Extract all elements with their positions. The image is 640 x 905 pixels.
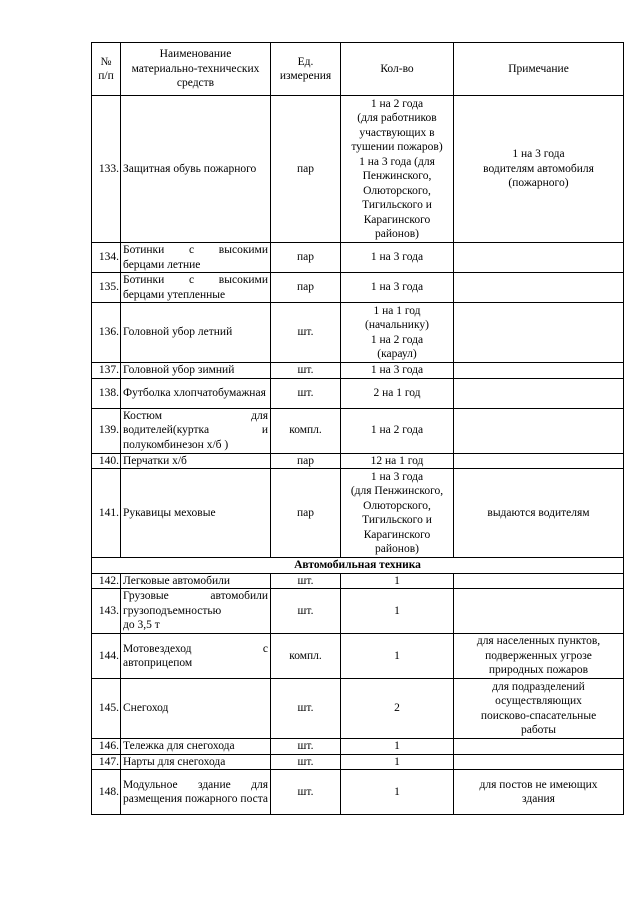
quantity-cell: 1 на 3 года (для Пенжинского, Олюторского, Тигильского и Карагинского районов) xyxy=(341,469,454,558)
row-number: 134. xyxy=(92,243,121,273)
table-row xyxy=(92,679,624,739)
row-number: 135. xyxy=(92,273,121,303)
unit-cell: шт. xyxy=(271,589,341,634)
quantity-cell: 1 xyxy=(341,770,454,815)
quantity-cell: 1 на 3 года xyxy=(341,273,454,303)
quantity-cell: 1 xyxy=(341,573,454,589)
item-name: Грузовые автомобили грузоподъемностью до 3,5 т xyxy=(121,589,271,634)
table-row xyxy=(92,408,624,453)
note-cell xyxy=(454,453,624,469)
item-name: Модульное здание для размещения пожарного поста xyxy=(121,770,271,815)
table-row xyxy=(92,273,624,303)
row-number: 140. xyxy=(92,453,121,469)
unit-cell: пар xyxy=(271,96,341,243)
item-name: Снегоход xyxy=(121,679,271,739)
note-cell xyxy=(454,243,624,273)
unit-cell: компл. xyxy=(271,408,341,453)
quantity-cell: 1 xyxy=(341,634,454,679)
unit-cell: пар xyxy=(271,469,341,558)
table-row xyxy=(92,96,624,243)
item-name: Мотовездеход с автоприцепом xyxy=(121,634,271,679)
table-row xyxy=(92,243,624,273)
row-number: 143. xyxy=(92,589,121,634)
quantity-cell: 1 xyxy=(341,589,454,634)
table-row xyxy=(92,363,624,379)
quantity-cell: 1 на 2 года (для работников участвующих в тушении пожаров) 1 на 3 года (для Пенжинского, Олюторского, Тигильского и Карагинского районов) xyxy=(341,96,454,243)
note-cell xyxy=(454,408,624,453)
item-name: Ботинки с высокими берцами летние xyxy=(121,243,271,273)
table-row xyxy=(92,739,624,755)
quantity-cell: 2 на 1 год xyxy=(341,378,454,408)
unit-cell: шт. xyxy=(271,754,341,770)
row-number: 138. xyxy=(92,378,121,408)
unit-cell: шт. xyxy=(271,679,341,739)
item-name: Тележка для снегохода xyxy=(121,739,271,755)
row-number: 137. xyxy=(92,363,121,379)
quantity-cell: 1 на 3 года xyxy=(341,363,454,379)
quantity-cell: 1 xyxy=(341,754,454,770)
header-name: Наименование материально-технических средств xyxy=(121,43,271,96)
item-name: Защитная обувь пожарного xyxy=(121,96,271,243)
unit-cell: пар xyxy=(271,243,341,273)
row-number: 145. xyxy=(92,679,121,739)
unit-cell: пар xyxy=(271,453,341,469)
note-cell xyxy=(454,363,624,379)
note-cell xyxy=(454,303,624,363)
table-row xyxy=(92,754,624,770)
unit-cell: шт. xyxy=(271,303,341,363)
note-cell xyxy=(454,273,624,303)
row-number: 142. xyxy=(92,573,121,589)
note-cell: выдаются водителям xyxy=(454,469,624,558)
unit-cell: компл. xyxy=(271,634,341,679)
note-cell xyxy=(454,739,624,755)
note-cell xyxy=(454,573,624,589)
header-qty: Кол-во xyxy=(341,43,454,96)
header-num: № п/п xyxy=(92,43,121,96)
section-row xyxy=(92,558,624,574)
unit-cell: шт. xyxy=(271,739,341,755)
row-number: 139. xyxy=(92,408,121,453)
table-row xyxy=(92,303,624,363)
quantity-cell: 1 на 1 год (начальнику) 1 на 2 года (караул) xyxy=(341,303,454,363)
unit-cell: шт. xyxy=(271,770,341,815)
note-cell xyxy=(454,378,624,408)
row-number: 141. xyxy=(92,469,121,558)
unit-cell: шт. xyxy=(271,573,341,589)
row-number: 136. xyxy=(92,303,121,363)
unit-cell: шт. xyxy=(271,363,341,379)
quantity-cell: 1 на 3 года xyxy=(341,243,454,273)
table-row xyxy=(92,634,624,679)
header-note: Примечание xyxy=(454,43,624,96)
table-row xyxy=(92,453,624,469)
table-row xyxy=(92,589,624,634)
row-number: 146. xyxy=(92,739,121,755)
table-row xyxy=(92,770,624,815)
row-number: 147. xyxy=(92,754,121,770)
row-number: 148. xyxy=(92,770,121,815)
item-name: Рукавицы меховые xyxy=(121,469,271,558)
item-name: Футболка хлопчатобумажная xyxy=(121,378,271,408)
quantity-cell: 2 xyxy=(341,679,454,739)
note-cell xyxy=(454,589,624,634)
note-cell: для населенных пунктов, подверженных угрозе природных пожаров xyxy=(454,634,624,679)
item-name: Головной убор летний xyxy=(121,303,271,363)
quantity-cell: 1 на 2 года xyxy=(341,408,454,453)
note-cell xyxy=(454,754,624,770)
item-name: Перчатки х/б xyxy=(121,453,271,469)
item-name: Ботинки с высокими берцами утепленные xyxy=(121,273,271,303)
note-cell: для подразделений осуществляющих поисково-спасательные работы xyxy=(454,679,624,739)
row-number: 144. xyxy=(92,634,121,679)
equipment-table xyxy=(91,42,624,815)
unit-cell: пар xyxy=(271,273,341,303)
table-row xyxy=(92,573,624,589)
table-row xyxy=(92,469,624,558)
section-title: Автомобильная техника xyxy=(92,558,624,574)
header-unit: Ед. измерения xyxy=(271,43,341,96)
item-name: Нарты для снегохода xyxy=(121,754,271,770)
quantity-cell: 1 xyxy=(341,739,454,755)
unit-cell: шт. xyxy=(271,378,341,408)
row-number: 133. xyxy=(92,96,121,243)
table-row xyxy=(92,378,624,408)
note-cell: для постов не имеющих здания xyxy=(454,770,624,815)
table-header-row xyxy=(92,43,624,96)
quantity-cell: 12 на 1 год xyxy=(341,453,454,469)
item-name: Костюм для водителей(куртка и полукомбинезон х/б ) xyxy=(121,408,271,453)
item-name: Головной убор зимний xyxy=(121,363,271,379)
item-name: Легковые автомобили xyxy=(121,573,271,589)
note-cell: 1 на 3 года водителям автомобиля (пожарного) xyxy=(454,96,624,243)
